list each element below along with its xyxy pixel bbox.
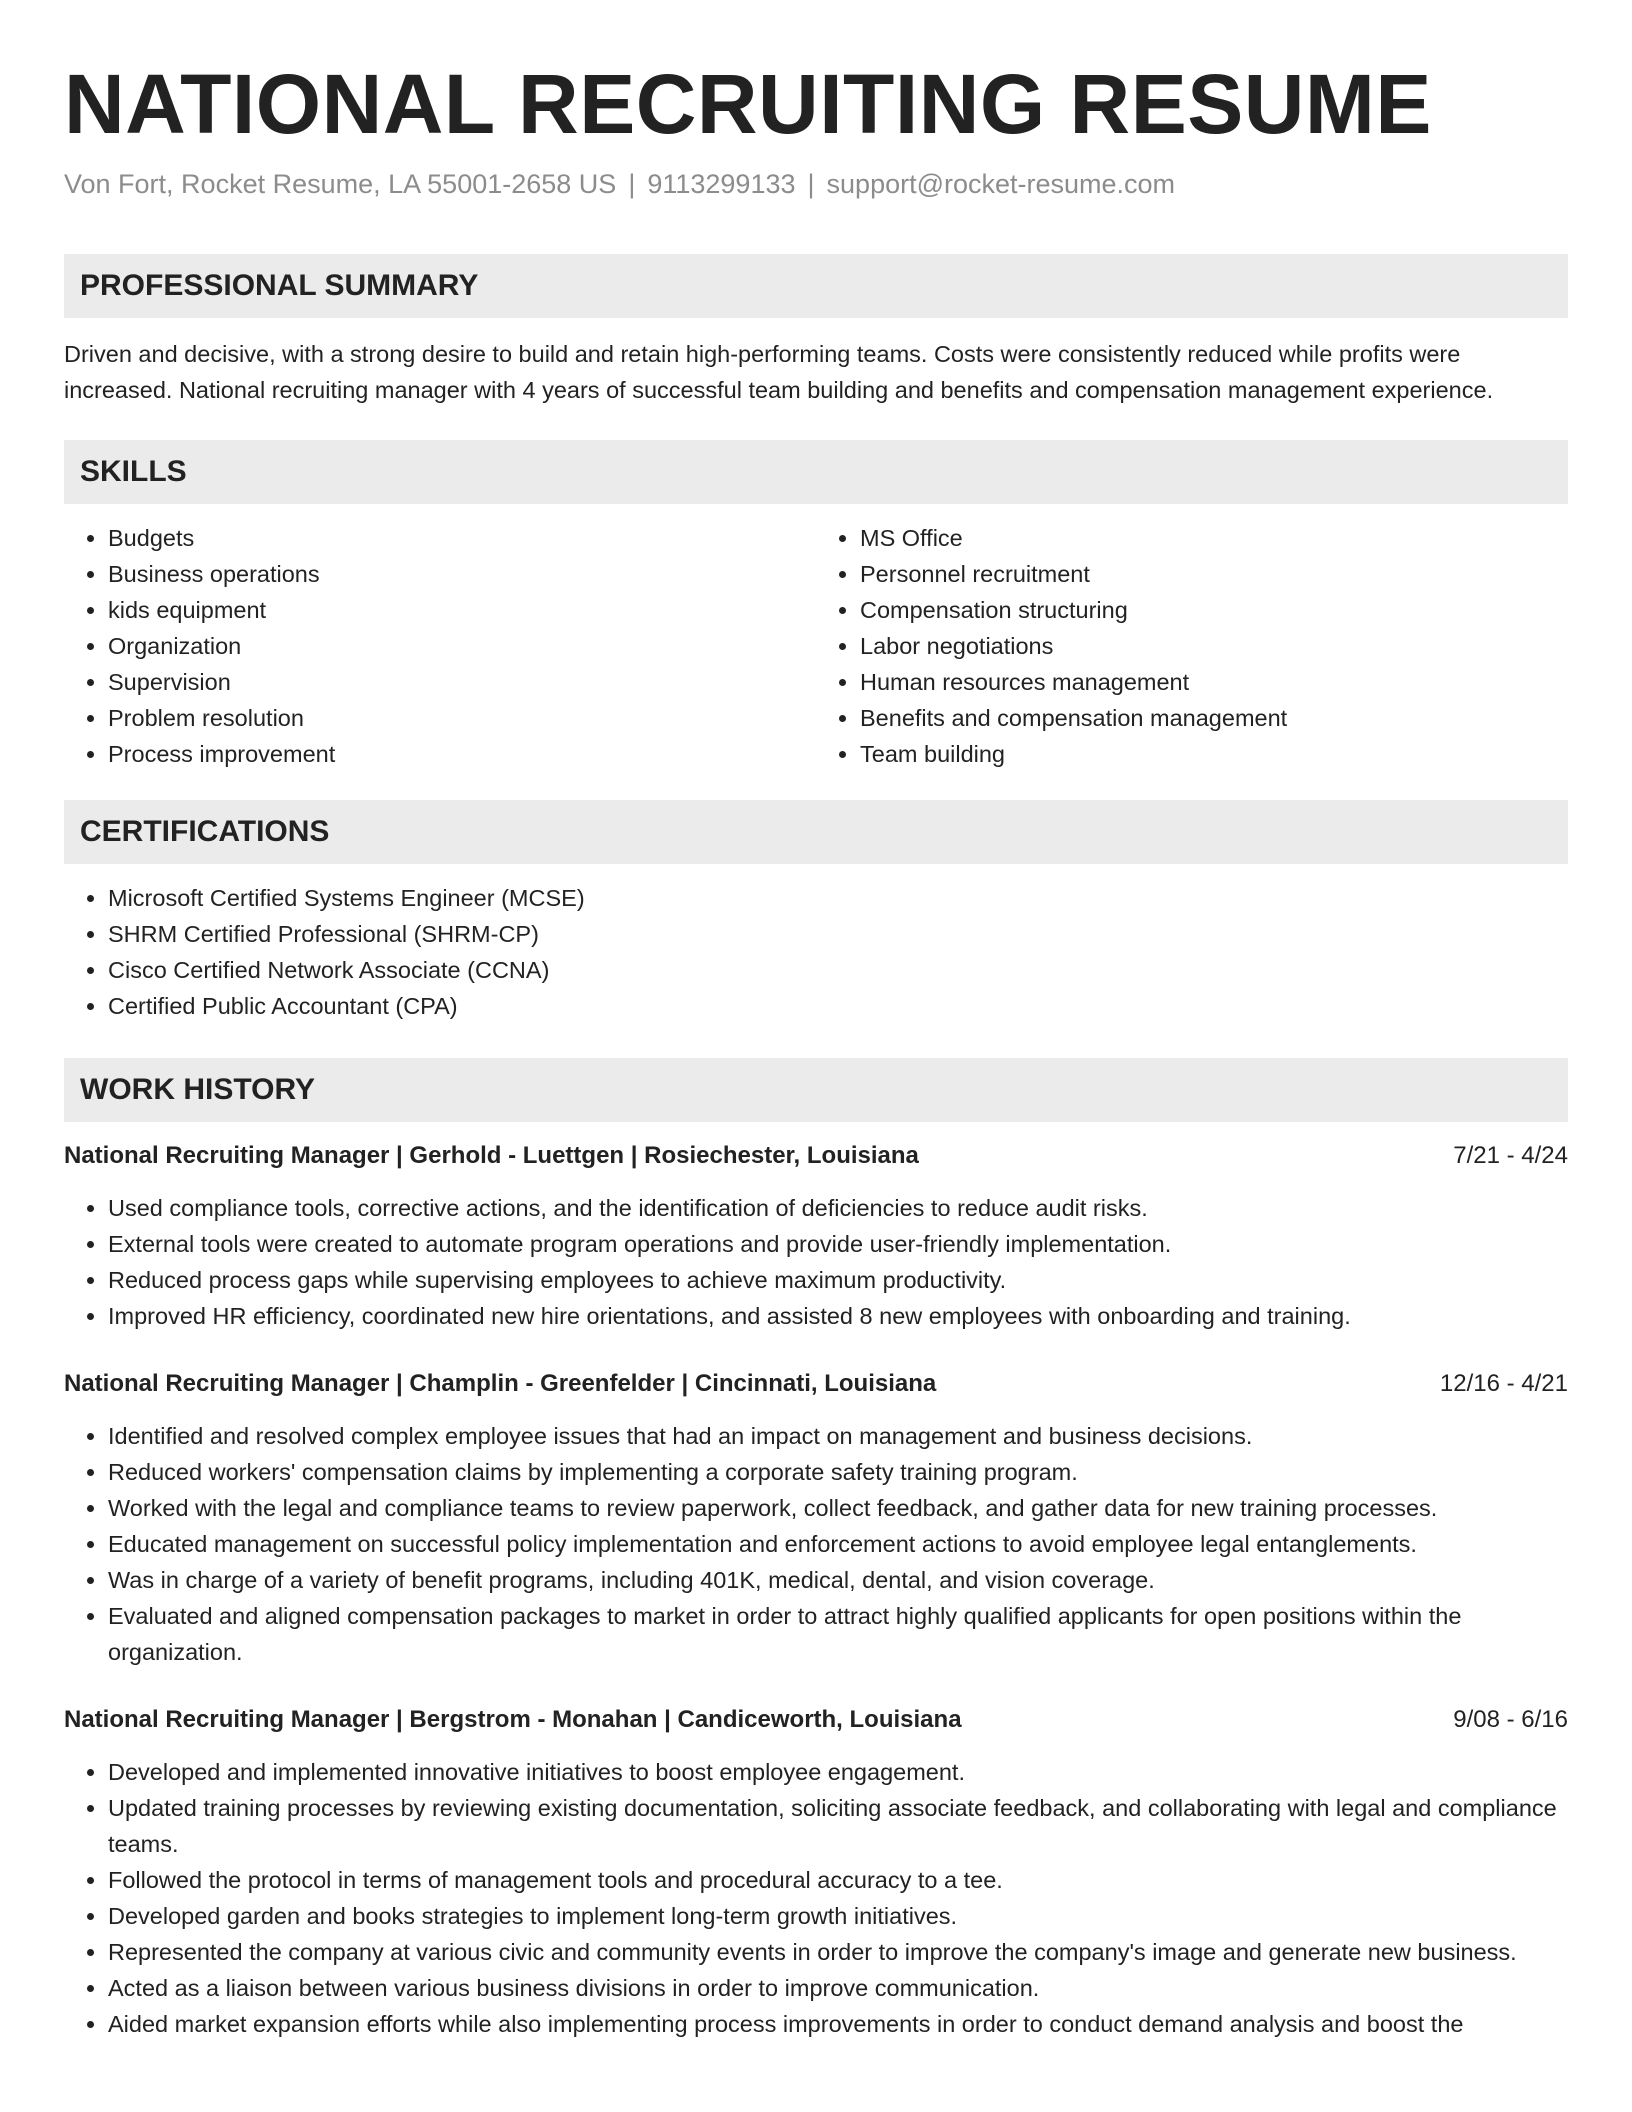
job-dates: 12/16 - 4/21 [1439, 1370, 1568, 1397]
skill-item: • Team building [860, 736, 1568, 772]
certification-item: • SHRM Certified Professional (SHRM-CP) [108, 916, 1568, 952]
skill-item: • Supervision [108, 664, 816, 700]
certifications-list [64, 880, 1568, 1024]
job-bullet: • Was in charge of a variety of benefit programs, including 401K, medical, dental, and vision coverage. [108, 1562, 1568, 1598]
job-bullet: • Improved HR efficiency, coordinated new hire orientations, and assisted 8 new employees with onboarding and training. [108, 1298, 1568, 1334]
job-bullet: • Developed garden and books strategies to implement long-term growth initiatives. [108, 1898, 1568, 1934]
job-bullet: • Worked with the legal and compliance teams to review paperwork, collect feedback, and gather data for new training processes. [108, 1490, 1568, 1526]
job-bullet: • Reduced workers' compensation claims by implementing a corporate safety training program. [108, 1454, 1568, 1490]
skill-item: • Process improvement [108, 736, 816, 772]
contact-phone: 9113299133 [647, 169, 796, 199]
section-heading-skills: SKILLS [64, 440, 1568, 504]
section-heading-certifications: CERTIFICATIONS [64, 800, 1568, 864]
skill-item: • Budgets [108, 520, 816, 556]
job-title: National Recruiting Manager | Champlin - Greenfelder | Cincinnati, Louisiana [64, 1370, 937, 1397]
skill-item: • Compensation structuring [860, 592, 1568, 628]
contact-separator: | [628, 169, 636, 199]
contact-separator: | [807, 169, 815, 199]
job-bullet: • Acted as a liaison between various business divisions in order to improve communication. [108, 1970, 1568, 2006]
skill-item: • Benefits and compensation management [860, 700, 1568, 736]
contact-address: Von Fort, Rocket Resume, LA 55001-2658 US [64, 169, 617, 199]
skill-item: • Organization [108, 628, 816, 664]
skill-item: • Human resources management [860, 664, 1568, 700]
job-bullet: • Updated training processes by reviewing existing documentation, soliciting associate feedback, and collaborating with legal and compliance teams. [108, 1790, 1568, 1862]
job-bullet: • Evaluated and aligned compensation packages to market in order to attract highly qualified applicants for open positions within the organization. [108, 1598, 1568, 1670]
section-heading-summary: PROFESSIONAL SUMMARY [64, 254, 1568, 318]
job-title: National Recruiting Manager | Bergstrom - Monahan | Candiceworth, Louisiana [64, 1706, 962, 1733]
skill-item: • MS Office [860, 520, 1568, 556]
certification-item: • Cisco Certified Network Associate (CCNA) [108, 952, 1568, 988]
skill-item: • kids equipment [108, 592, 816, 628]
job-bullet: • External tools were created to automate program operations and provide user-friendly implementation. [108, 1226, 1568, 1262]
job-bullet: • Educated management on successful policy implementation and enforcement actions to avoid employee legal entanglements. [108, 1526, 1568, 1562]
section-heading-work-history: WORK HISTORY [64, 1058, 1568, 1122]
job-dates: 9/08 - 6/16 [1453, 1706, 1568, 1733]
job-title: National Recruiting Manager | Gerhold - Luettgen | Rosiechester, Louisiana [64, 1142, 919, 1169]
job-bullet: • Aided market expansion efforts while also implementing process improvements in order to conduct demand analysis and boost the [108, 2006, 1568, 2042]
job-bullet: • Developed and implemented innovative initiatives to boost employee engagement. [108, 1754, 1568, 1790]
job-entry [64, 1366, 1568, 1670]
certification-item: • Certified Public Accountant (CPA) [108, 988, 1568, 1024]
job-entry [64, 1138, 1568, 1334]
job-dates: 7/21 - 4/24 [1453, 1142, 1568, 1169]
job-bullet: • Reduced process gaps while supervising employees to achieve maximum productivity. [108, 1262, 1568, 1298]
skill-item: • Problem resolution [108, 700, 816, 736]
skills-list-left [64, 520, 816, 772]
job-bullet: • Used compliance tools, corrective actions, and the identification of deficiencies to reduce audit risks. [108, 1190, 1568, 1226]
job-header [64, 1138, 1568, 1174]
job-header [64, 1702, 1568, 1738]
job-bullet: • Identified and resolved complex employee issues that had an impact on management and business decisions. [108, 1418, 1568, 1454]
skill-item: • Business operations [108, 556, 816, 592]
summary-text: Driven and decisive, with a strong desire to build and retain high-performing teams. Costs were consistently reduced while profits were increased. National recruiting manager with 4 years of successful team building and benefits and compensation management experience. [64, 341, 1494, 403]
job-bullet-list [64, 1190, 1568, 1334]
skill-item: • Personnel recruitment [860, 556, 1568, 592]
certification-item: • Microsoft Certified Systems Engineer (MCSE) [108, 880, 1568, 916]
resume-title: NATIONAL RECRUITING RESUME [64, 57, 1432, 151]
contact-email: support@rocket-resume.com [826, 169, 1176, 199]
skills-list-right [816, 520, 1568, 772]
job-bullet-list [64, 1754, 1568, 2042]
contact-line [64, 166, 1568, 202]
skills-columns [64, 520, 1568, 772]
job-header [64, 1366, 1568, 1402]
job-bullet-list [64, 1418, 1568, 1670]
job-bullet: • Followed the protocol in terms of management tools and procedural accuracy to a tee. [108, 1862, 1568, 1898]
job-bullet: • Represented the company at various civic and community events in order to improve the company's image and generate new business. [108, 1934, 1568, 1970]
skill-item: • Labor negotiations [860, 628, 1568, 664]
job-entry [64, 1702, 1568, 2042]
